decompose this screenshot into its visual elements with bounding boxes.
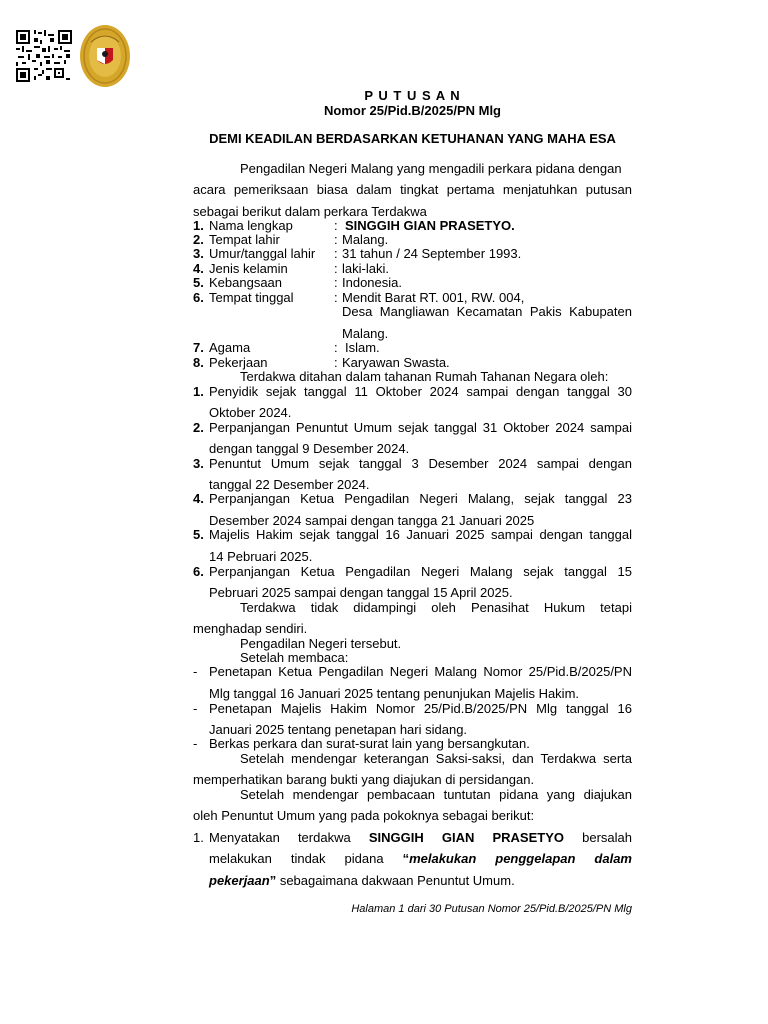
court-emblem-icon xyxy=(79,24,131,88)
prosecution-line-1: Setelah mendengar pembacaan tuntutan pidana yang diajukan xyxy=(240,787,632,802)
identity-label: Nama lengkap xyxy=(209,218,293,233)
identity-value: 31 tahun / 24 September 1993. xyxy=(342,246,522,261)
court-line: Pengadilan Negeri tersebut. xyxy=(240,636,402,651)
identity-number: 7. xyxy=(193,340,204,355)
detention-number: 5. xyxy=(193,527,204,542)
identity-colon: : xyxy=(334,246,338,261)
identity-value: Malang. xyxy=(342,232,389,247)
justice-heading: DEMI KEADILAN BERDASARKAN KETUHANAN YANG MAHA ESA xyxy=(209,131,616,146)
identity-value: Islam. xyxy=(345,340,380,355)
identity-colon: : xyxy=(334,340,338,355)
identity-label: Pekerjaan xyxy=(209,355,268,370)
identity-value: Mendit Barat RT. 001, RW. 004, xyxy=(342,290,525,305)
identity-value: Karyawan Swasta. xyxy=(342,355,450,370)
bullet-dash: - xyxy=(193,664,198,679)
identity-label: Agama xyxy=(209,340,251,355)
identity-colon: : xyxy=(334,355,338,370)
identity-number: 3. xyxy=(193,246,204,261)
identity-number: 8. xyxy=(193,355,204,370)
intro-line-3: sebagai berikut dalam perkara Terdakwa xyxy=(193,204,427,219)
detention-line-2: Oktober 2024. xyxy=(209,405,292,420)
qr-code-icon xyxy=(16,30,72,82)
identity-label: Tempat lahir xyxy=(209,232,280,247)
reading-line: Setelah membaca: xyxy=(240,650,349,665)
detention-line-2: dengan tanggal 9 Desember 2024. xyxy=(209,441,410,456)
demand-line-1: Menyatakan terdakwa SINGGIH GIAN PRASETYO bersalah xyxy=(209,830,632,845)
detention-number: 6. xyxy=(193,564,204,579)
identity-label: Tempat tinggal xyxy=(209,290,294,305)
identity-number: 1. xyxy=(193,218,204,233)
detention-number: 1. xyxy=(193,384,204,399)
identity-colon: : xyxy=(334,275,338,290)
bullet-dash: - xyxy=(193,701,198,716)
counsel-line-1: Terdakwa tidak didampingi oleh Penasihat Hukum tetapi xyxy=(240,600,632,615)
demand-line-2: melakukan tindak pidana “melakukan penggelapan dalam xyxy=(209,851,632,866)
identity-value: SINGGIH GIAN PRASETYO. xyxy=(345,218,515,233)
detention-number: 3. xyxy=(193,456,204,471)
document-line-2: Mlg tanggal 16 Januari 2025 tentang penunjukan Majelis Hakim. xyxy=(209,686,580,701)
identity-value: laki-laki. xyxy=(342,261,389,276)
demand-number: 1. xyxy=(193,830,204,845)
detention-line-2: tanggal 22 Desember 2024. xyxy=(209,477,370,492)
witness-line-2: memperhatikan barang bukti yang diajukan di persidangan. xyxy=(193,772,535,787)
detention-line-1: Perpanjangan Ketua Pengadilan Negeri Malang, sejak tanggal 23 xyxy=(209,491,632,506)
detention-line-2: 14 Pebruari 2025. xyxy=(209,549,313,564)
intro-line-1: Pengadilan Negeri Malang yang mengadili perkara pidana dengan xyxy=(240,161,622,176)
identity-value: Indonesia. xyxy=(342,275,402,290)
address-line-3: Malang. xyxy=(342,326,389,341)
identity-label: Umur/tanggal lahir xyxy=(209,246,316,261)
witness-line-1: Setelah mendengar keterangan Saksi-saksi, dan Terdakwa serta xyxy=(240,751,632,766)
detention-line-1: Perpanjangan Ketua Pengadilan Negeri Malang sejak tanggal 15 xyxy=(209,564,632,579)
page-footer: Halaman 1 dari 30 Putusan Nomor 25/Pid.B/2025/PN Mlg xyxy=(351,903,632,915)
identity-colon: : xyxy=(334,218,338,233)
case-number: Nomor 25/Pid.B/2025/PN Mlg xyxy=(324,103,501,118)
identity-number: 2. xyxy=(193,232,204,247)
identity-colon: : xyxy=(334,261,338,276)
detention-line-2: Pebruari 2025 sampai dengan tanggal 15 April 2025. xyxy=(209,585,513,600)
document-title: P U T U S A N xyxy=(364,88,461,103)
counsel-line-2: menghadap sendiri. xyxy=(193,621,308,636)
detention-line-1: Penuntut Umum sejak tanggal 3 Desember 2024 sampai dengan xyxy=(209,456,632,471)
detention-line-1: Penyidik sejak tanggal 11 Oktober 2024 sampai dengan tanggal 30 xyxy=(209,384,632,399)
identity-label: Jenis kelamin xyxy=(209,261,288,276)
document-line-2: Januari 2025 tentang penetapan hari sidang. xyxy=(209,722,468,737)
detention-line-2: Desember 2024 sampai dengan tangga 21 Januari 2025 xyxy=(209,513,535,528)
detention-number: 4. xyxy=(193,491,204,506)
demand-line-3: pekerjaan” sebagaimana dakwaan Penuntut Umum. xyxy=(209,873,515,888)
detention-number: 2. xyxy=(193,420,204,435)
identity-number: 6. xyxy=(193,290,204,305)
detention-line-1: Majelis Hakim sejak tanggal 16 Januari 2025 sampai dengan tanggal xyxy=(209,527,632,542)
identity-colon: : xyxy=(334,290,338,305)
identity-number: 5. xyxy=(193,275,204,290)
detention-line-1: Perpanjangan Penuntut Umum sejak tanggal 31 Oktober 2024 sampai xyxy=(209,420,632,435)
document-line-1: Berkas perkara dan surat-surat lain yang bersangkutan. xyxy=(209,736,530,751)
document-line-1: Penetapan Ketua Pengadilan Negeri Malang Nomor 25/Pid.B/2025/PN xyxy=(209,664,632,679)
address-line-2: Desa Mangliawan Kecamatan Pakis Kabupaten xyxy=(342,304,632,319)
prosecution-line-2: oleh Penuntut Umum yang pada pokoknya sebagai berikut: xyxy=(193,808,535,823)
document-line-1: Penetapan Majelis Hakim Nomor 25/Pid.B/2025/PN Mlg tanggal 16 xyxy=(209,701,632,716)
detention-intro: Terdakwa ditahan dalam tahanan Rumah Tahanan Negara oleh: xyxy=(240,369,609,384)
identity-number: 4. xyxy=(193,261,204,276)
intro-line-2: acara pemeriksaan biasa dalam tingkat pertama menjatuhkan putusan xyxy=(193,182,632,197)
identity-label: Kebangsaan xyxy=(209,275,283,290)
identity-colon: : xyxy=(334,232,338,247)
bullet-dash: - xyxy=(193,736,198,751)
